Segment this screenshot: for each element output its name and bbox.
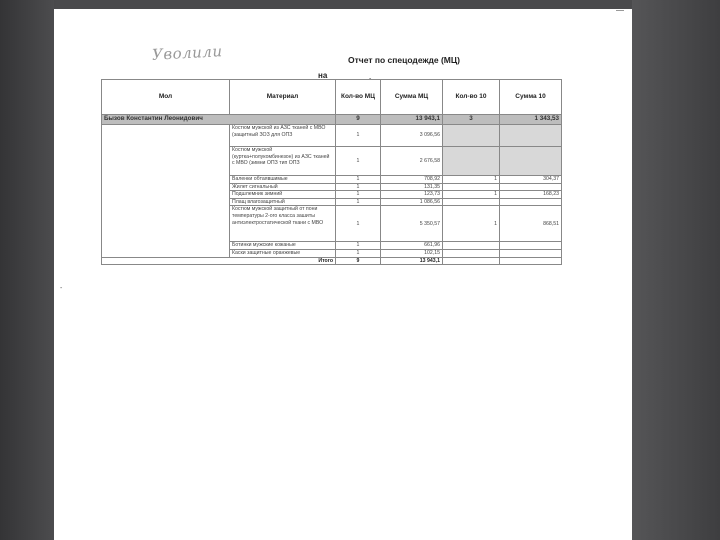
report-title: Отчет по спецодежде (МЦ): [348, 55, 460, 65]
item-qty-mc: 1: [336, 249, 381, 257]
header-qty-10: Кол-во 10: [443, 80, 500, 115]
item-sum-mc: 2 676,58: [381, 147, 443, 176]
table-row: [102, 125, 562, 147]
slide-background-right: [632, 0, 720, 540]
item-qty-10: [443, 242, 500, 250]
table-row: [102, 206, 562, 242]
item-qty-mc: 1: [336, 125, 381, 147]
item-material: Плащ влагозащитный: [230, 198, 336, 206]
item-qty-10: [443, 125, 500, 147]
item-sum-mc: 123,73: [381, 191, 443, 199]
report-date-prefix: на: [318, 71, 328, 80]
total-qty-mc: 9: [336, 257, 381, 265]
item-sum-mc: 5 350,57: [381, 206, 443, 242]
item-qty-10: [443, 249, 500, 257]
person-name: Бызов Константин Леонидович: [102, 115, 336, 125]
stray-mark: -: [60, 285, 63, 292]
item-sum-mc: 708,92: [381, 176, 443, 184]
item-sum-10: 168,23: [500, 191, 562, 199]
handwritten-note: Уволили: [151, 42, 223, 64]
item-sum-10: [500, 183, 562, 191]
item-qty-10: 1: [443, 191, 500, 199]
page-corner-mark: [616, 10, 624, 11]
person-row: [102, 115, 562, 125]
item-sum-10: [500, 249, 562, 257]
item-sum-10: [500, 242, 562, 250]
item-material: Каски защитные оранжевые: [230, 249, 336, 257]
item-qty-10: 1: [443, 176, 500, 184]
person-sum-10: 1 343,53: [500, 115, 562, 125]
total-label: Итого: [102, 257, 336, 265]
total-sum-mc: 13 943,1: [381, 257, 443, 265]
item-sum-10: [500, 147, 562, 176]
item-qty-10: 1: [443, 206, 500, 242]
item-qty-mc: 1: [336, 183, 381, 191]
header-material: Материал: [230, 80, 336, 115]
item-qty-mc: 1: [336, 147, 381, 176]
item-qty-mc: 1: [336, 191, 381, 199]
table-row: [102, 198, 562, 206]
item-sum-mc: 3 096,56: [381, 125, 443, 147]
item-sum-mc: 131,35: [381, 183, 443, 191]
item-material: Костюм мужской защитный от пони температуры 2-ого класса зашиты антиэлектростатической ткани с МВО: [230, 206, 336, 242]
person-qty-mc: 9: [336, 115, 381, 125]
report-table: [101, 79, 562, 265]
person-qty-10: 3: [443, 115, 500, 125]
table-row: [102, 147, 562, 176]
item-qty-mc: 1: [336, 242, 381, 250]
item-sum-mc: 661,96: [381, 242, 443, 250]
table-row: [102, 183, 562, 191]
total-row: [102, 257, 562, 265]
item-qty-10: [443, 198, 500, 206]
item-material: Жилет сигнальный: [230, 183, 336, 191]
item-sum-10: [500, 125, 562, 147]
item-material: Ботинки мужские кожаные: [230, 242, 336, 250]
item-qty-10: [443, 147, 500, 176]
item-sum-10: [500, 198, 562, 206]
item-sum-mc: 1 086,56: [381, 198, 443, 206]
table-row: [102, 242, 562, 250]
header-qty-mc: Кол-во МЦ: [336, 80, 381, 115]
item-material: Костюм мужской из АЗС тканей с МВО (защитный ЗОЗ для ОПЗ: [230, 125, 336, 147]
item-sum-mc: 102,15: [381, 249, 443, 257]
dash-mark: -: [369, 76, 372, 83]
table-header-row: [102, 80, 562, 115]
header-sum-mc: Сумма МЦ: [381, 80, 443, 115]
item-material: Валенки обтаявшимые: [230, 176, 336, 184]
item-material: Подшлемник зимний: [230, 191, 336, 199]
table-row: [102, 249, 562, 257]
table-row: [102, 191, 562, 199]
header-mol: Мол: [102, 80, 230, 115]
item-qty-mc: 1: [336, 198, 381, 206]
person-sum-mc: 13 943,1: [381, 115, 443, 125]
header-sum-10: Сумма 10: [500, 80, 562, 115]
item-sum-10: 868,51: [500, 206, 562, 242]
item-material: Костюм мужской (куртка+полукомбинезон) из АЗС тканей с МВО (зимни ОПЗ тип ОПЗ: [230, 147, 336, 176]
item-sum-10: 304,37: [500, 176, 562, 184]
slide-background-left: [0, 0, 54, 540]
item-qty-10: [443, 183, 500, 191]
table-row: [102, 176, 562, 184]
item-qty-mc: 1: [336, 206, 381, 242]
item-qty-mc: 1: [336, 176, 381, 184]
